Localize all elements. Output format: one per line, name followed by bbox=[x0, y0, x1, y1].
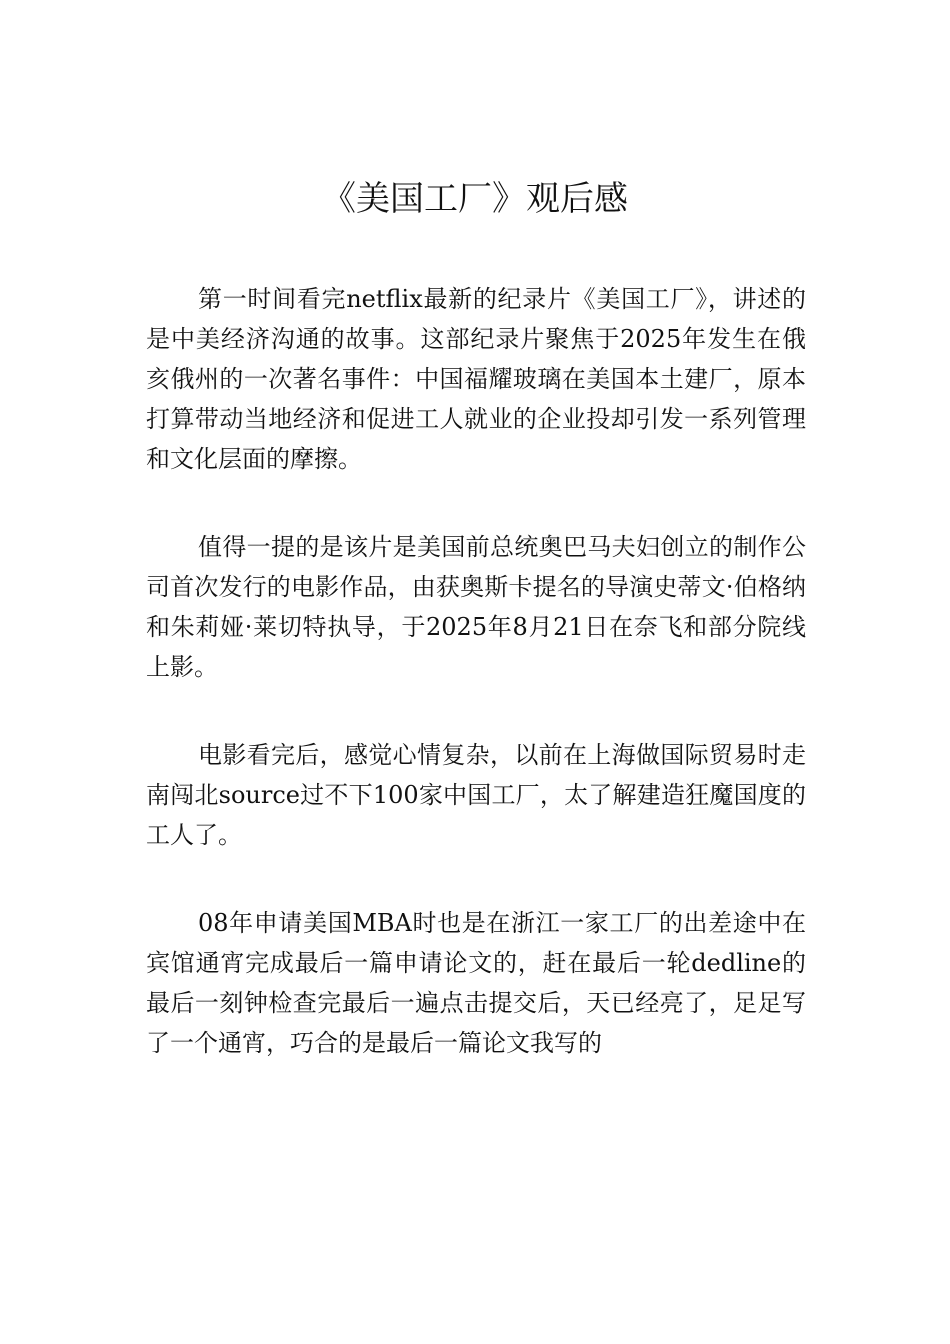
paragraph-2: 值得一提的是该片是美国前总统奥巴马夫妇创立的制作公司首次发行的电影作品，由获奥斯卡提名的导演史蒂文·伯格纳和朱莉娅·莱切特执导，于2025年8月21日在奈飞和部分院线上影。 bbox=[146, 533, 806, 681]
paragraph-3: 电影看完后，感觉心情复杂，以前在上海做国际贸易时走南闯北source过不下100家中国工厂，太了解建造狂魔国度的工人了。 bbox=[146, 741, 806, 849]
paragraph-1: 第一时间看完netflix最新的纪录片《美国工厂》，讲述的是中美经济沟通的故事。这部纪录片聚焦于2025年发生在俄亥俄州的一次著名事件：中国福耀玻璃在美国本土建厂，原本打算带动当地经济和促进工人就业的企业投却引发一系列管理和文化层面的摩擦。 bbox=[146, 285, 806, 473]
document-body bbox=[146, 279, 806, 1063]
page-title: 《美国工厂》观后感 bbox=[322, 179, 628, 219]
paragraph-4: 08年申请美国MBA时也是在浙江一家工厂的出差途中在宾馆通宵完成最后一篇申请论文的，赶在最后一轮dedline的最后一刻钟检查完最后一遍点击提交后，天已经亮了，足足写了一个通宵，巧合的是最后一篇论文我写的 bbox=[146, 909, 806, 1057]
